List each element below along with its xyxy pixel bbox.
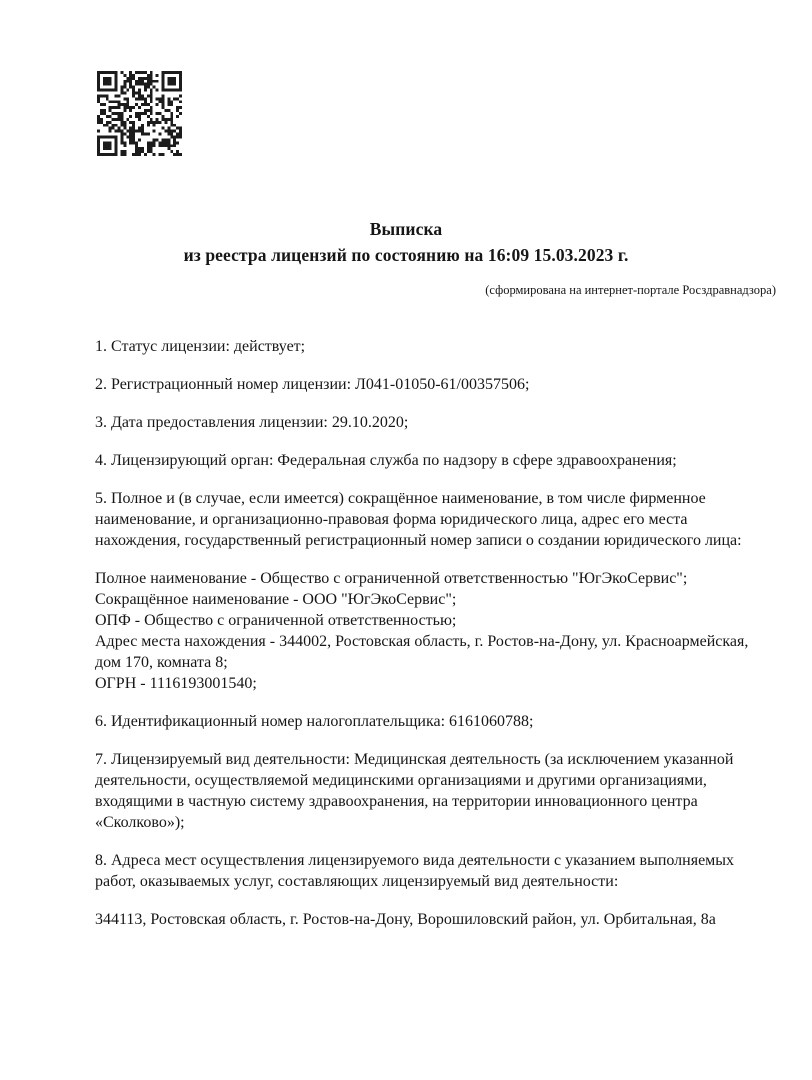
company-legal-form: ОПФ - Общество с ограниченной ответственностью;: [95, 612, 457, 629]
paragraph-item5-intro: 5. Полное и (в случае, если имеется) сокращённое наименование, в том числе фирменное наименование, и организационно-правовая форма юридического лица, адрес его места нахождения, государственный регистрационный номер записи о создании юридического лица:: [95, 490, 742, 549]
title-line-2: из реестра лицензий по состоянию на 16:09 15.03.2023 г.: [183, 245, 629, 265]
document-body: [95, 336, 775, 947]
paragraph-license-status: 1. Статус лицензии: действует;: [95, 338, 306, 355]
paragraph-registration-number: 2. Регистрационный номер лицензии: Л041-01050-61/00357506;: [95, 376, 530, 393]
company-short-name: Сокращённое наименование - ООО "ЮгЭкоСервис";: [95, 591, 457, 608]
paragraph-licensed-activity: 7. Лицензируемый вид деятельности: Медицинская деятельность (за исключением указанной деятельности, осуществляемой медицинскими организациями и другими организациями, входящими в частную систему здравоохранения, на территории инновационного центра «Сколково»);: [95, 751, 734, 831]
document-subtitle: (сформирована на интернет-портале Росздравнадзора): [485, 283, 776, 297]
company-ogrn: ОГРН - 1116193001540;: [95, 675, 257, 692]
document-title: [66, 216, 746, 268]
company-address: Адрес места нахождения - 344002, Ростовская область, г. Ростов-на-Дону, ул. Красноармейская, дом 170, комната 8;: [95, 633, 749, 671]
title-line-1: Выписка: [369, 219, 443, 239]
company-details-block: [95, 568, 775, 694]
paragraph-grant-date: 3. Дата предоставления лицензии: 29.10.2020;: [95, 414, 409, 431]
paragraph-activity-address: 344113, Ростовская область, г. Ростов-на-Дону, Ворошиловский район, ул. Орбитальная, 8а: [95, 911, 716, 928]
company-full-name: Полное наименование - Общество с ограниченной ответственностью "ЮгЭкоСервис";: [95, 570, 688, 587]
paragraph-inn: 6. Идентификационный номер налогоплательщика: 6161060788;: [95, 713, 534, 730]
paragraph-addresses-intro: 8. Адреса мест осуществления лицензируемого вида деятельности с указанием выполняемых работ, оказываемых услуг, составляющих лицензируемый вид деятельности:: [95, 852, 735, 890]
qr-code-icon: [97, 71, 182, 156]
paragraph-licensing-authority: 4. Лицензирующий орган: Федеральная служба по надзору в сфере здравоохранения;: [95, 452, 677, 469]
